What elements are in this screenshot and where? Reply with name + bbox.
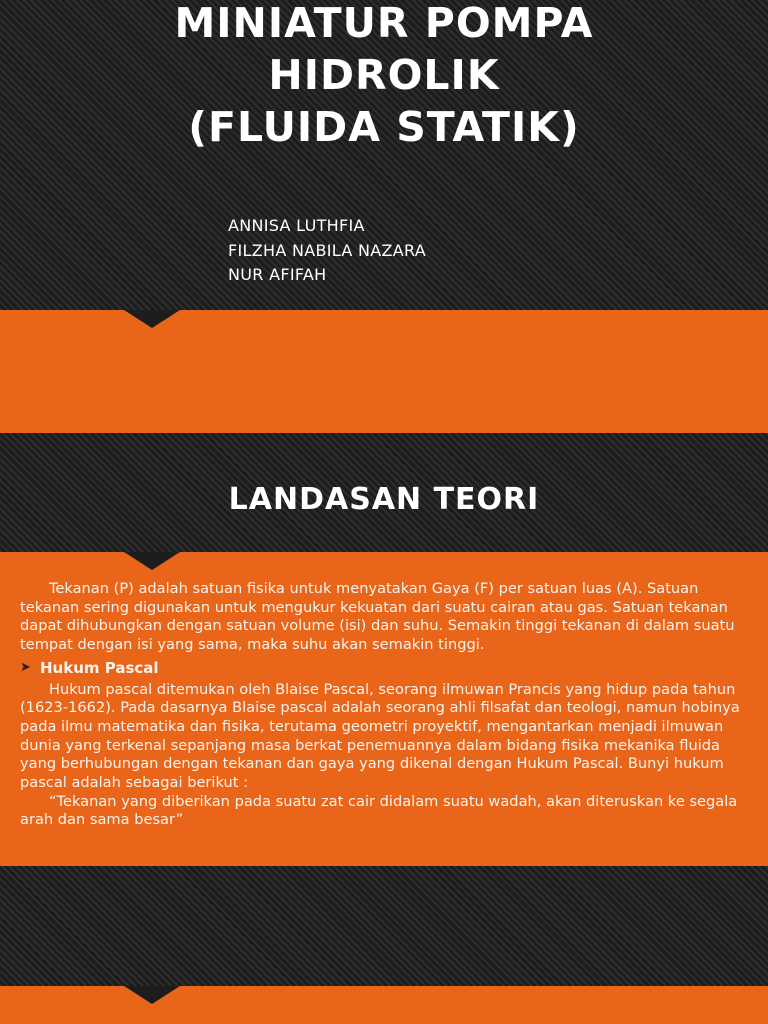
author-1: ANNISA LUTHFIA <box>228 216 365 235</box>
slide1-title <box>0 0 768 153</box>
slide2-title: LANDASAN TEORI <box>228 482 540 517</box>
title-line-2: HIDROLIK <box>268 51 500 99</box>
slide1-notch <box>124 310 180 328</box>
author-3: NUR AFIFAH <box>228 265 327 284</box>
bullet-hukum-pascal <box>20 659 755 678</box>
title-line-3: (FLUIDA STATIK) <box>188 103 580 151</box>
paragraph-hukum-pascal: Hukum pascal ditemukan oleh Blaise Pascal, seorang ilmuwan Prancis yang hidup pada tahun (1623-1662). Pada dasarnya Blaise pascal adalah seorang ahli filsafat dan teologi, namun hobinya pada ilmu matematika dan fisika, terutama geometri proyektif, mengantarkan menjadi ilmuwan dunia yang terkenal sepanjang masa berkat penemuannya dalam bidang fisika mekanika fluida yang berhubungan dengan tekanan dan gaya yang dikenal dengan Hukum Pascal. Bunyi hukum pascal adalah sebagai berikut : <box>20 680 740 792</box>
bullet-label: Hukum Pascal <box>40 658 159 677</box>
slide3-title-area <box>0 866 768 986</box>
slide2-body <box>20 580 755 830</box>
paragraph-tekanan: Tekanan (P) adalah satuan fisika untuk menyatakan Gaya (F) per satuan luas (A). Satuan tekanan sering digunakan untuk mengukur kekuatan dari suatu cairan atau gas. Satuan tekanan dapat dihubungkan dengan satuan volume (isi) dan suhu. Semakin tinggi tekanan di dalam suatu tempat dengan isi yang sama, maka suhu akan semakin tinggi. <box>20 580 735 654</box>
author-2: FILZHA NABILA NAZARA <box>228 240 427 260</box>
slide3-notch <box>124 986 180 1004</box>
slide3-orange-band <box>0 986 768 1024</box>
slide1-orange-band <box>0 310 768 433</box>
quote-hukum-pascal: “Tekanan yang diberikan pada suatu zat cair didalam suatu wadah, akan diteruskan ke segala arah dan sama besar” <box>20 792 738 829</box>
author-list <box>228 214 426 288</box>
slide2-notch <box>124 552 180 570</box>
arrow-right-icon: ➤ <box>20 659 31 675</box>
title-line-1: MINIATUR POMPA <box>174 0 594 47</box>
